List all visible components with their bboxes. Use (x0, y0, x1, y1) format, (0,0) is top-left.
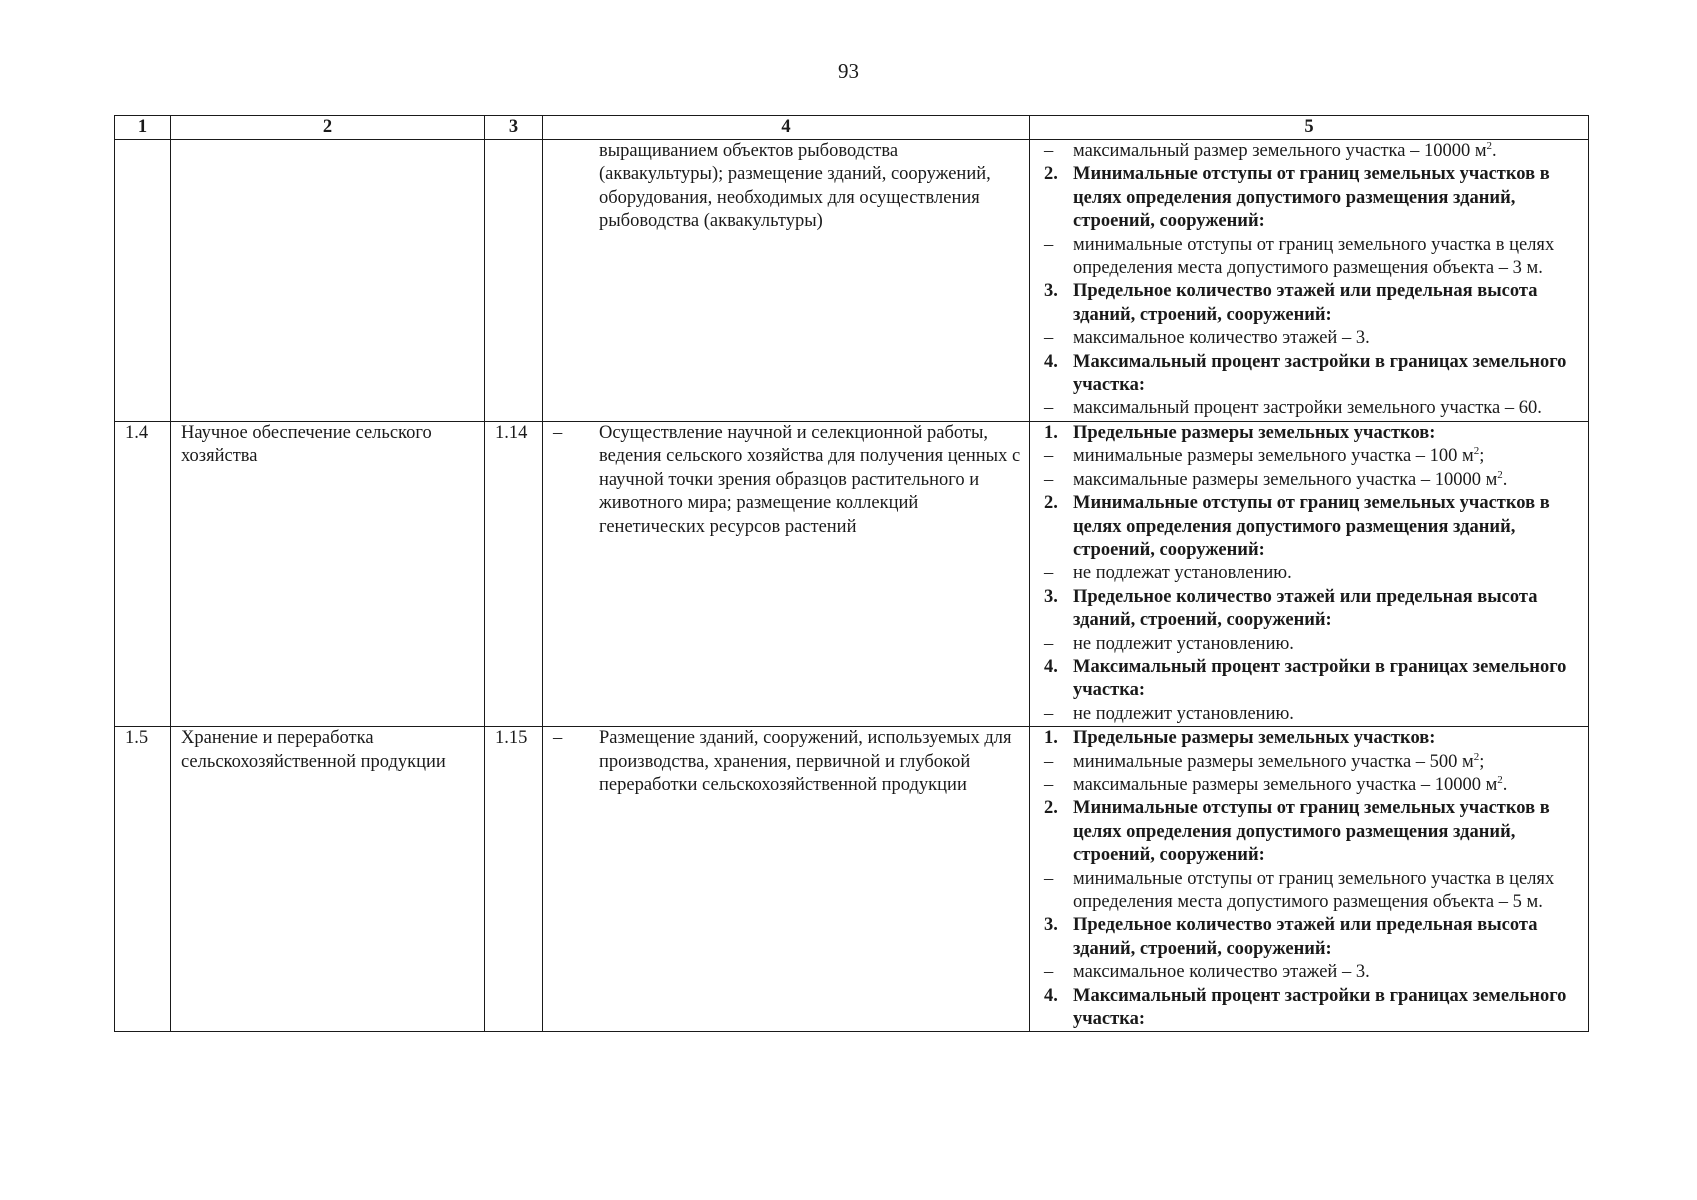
param-heading (1040, 656, 1583, 703)
dash-marker: – (1044, 563, 1054, 584)
superscript: 2 (1497, 773, 1503, 786)
dash-marker: – (1044, 234, 1054, 255)
param-item (1040, 140, 1583, 163)
param-text-main: не подлежит установлению. (1073, 633, 1294, 654)
param-text-main: Минимальные отступы от границ земельных участков в целях определения допустимого размещения зданий, строений, сооружений: (1073, 798, 1550, 866)
cell-name (171, 140, 485, 422)
param-heading (1040, 422, 1583, 445)
param-item (1040, 868, 1583, 915)
param-text-main: минимальные размеры земельного участка – 500 м (1073, 751, 1474, 772)
column-header-4: 4 (543, 116, 1030, 140)
param-text-main: Предельное количество этажей или предельная высота зданий, строений, сооружений: (1073, 281, 1538, 325)
cell-code: 1.5 (115, 727, 171, 1032)
param-text (1073, 492, 1583, 562)
param-text-tail: . (1492, 141, 1497, 161)
param-number: 3. (1044, 915, 1058, 936)
dash-marker: – (553, 728, 563, 749)
page-number: 93 (838, 59, 859, 83)
param-text (1073, 961, 1583, 984)
param-text-main: Минимальные отступы от границ земельных участков в целях определения допустимого размещения зданий, строений, сооружений: (1073, 164, 1550, 232)
cell-num: 1.14 (485, 421, 543, 726)
param-text-main: минимальные отступы от границ земельного участка в целях определения места допустимого размещения объекта – 5 м. (1073, 868, 1555, 912)
param-text-tail: ; (1479, 446, 1485, 467)
dash-marker: – (1044, 774, 1054, 795)
description-text: Осуществление научной и селекционной работы, ведения сельского хозяйства для получения ценных с научной точки зрения образцов растительного и животного мира; размещение коллекций генетических ресурсов растений (599, 422, 1021, 537)
param-heading (1040, 280, 1583, 327)
superscript: 2 (1473, 445, 1480, 458)
param-text-main: Предельное количество этажей или предельная высота зданий, строений, сооружений: (1073, 586, 1538, 631)
dash-marker: – (1044, 751, 1054, 772)
param-text (1073, 445, 1583, 468)
param-number: 3. (1044, 281, 1058, 302)
param-text-main: максимальные размеры земельного участка – 10000 м (1073, 774, 1498, 795)
column-header-1: 1 (115, 116, 171, 140)
cell-params (1030, 727, 1589, 1032)
param-text-main: не подлежат установлению. (1073, 563, 1292, 584)
param-text-main: Предельные размеры земельных участков: (1073, 728, 1436, 749)
description-text: выращиванием объектов рыбоводства (аквакультуры); размещение зданий, сооружений, оборудования, необходимых для осуществления рыбоводства (аквакультуры) (599, 141, 991, 232)
cell-params (1030, 140, 1589, 422)
param-text-tail: . (1502, 469, 1508, 490)
param-text-main: максимальное количество этажей – 3. (1073, 328, 1370, 349)
cell-num: 1.15 (485, 727, 543, 1032)
param-heading (1040, 351, 1583, 398)
param-text (1073, 280, 1583, 327)
dash-marker: – (1044, 469, 1054, 490)
param-text (1073, 469, 1583, 492)
param-item (1040, 397, 1583, 420)
cell-num (485, 140, 543, 422)
param-text-main: Максимальный процент застройки в границах земельного участка: (1073, 656, 1567, 701)
cell-params (1030, 421, 1589, 726)
param-text (1073, 633, 1583, 656)
param-text-tail: ; (1479, 751, 1485, 772)
description-text: Размещение зданий, сооружений, используемых для производства, хранения, первичной и глубокой переработки сельскохозяйственной продукции (599, 728, 1012, 795)
param-text (1073, 351, 1583, 398)
param-text-main: максимальный процент застройки земельного участка – 60. (1073, 398, 1542, 419)
param-item (1040, 445, 1583, 468)
param-text (1073, 914, 1583, 961)
param-number: 3. (1044, 586, 1058, 607)
cell-code: 1.4 (115, 421, 171, 726)
param-text (1073, 586, 1583, 633)
param-text-main: минимальные размеры земельного участка – 100 м (1073, 446, 1474, 467)
param-text (1073, 868, 1583, 915)
param-text-main: Предельное количество этажей или предельная высота зданий, строений, сооружений: (1073, 915, 1538, 959)
param-text (1073, 562, 1583, 585)
param-text-main: Минимальные отступы от границ земельных участков в целях определения допустимого размещения зданий, строений, сооружений: (1073, 493, 1550, 560)
param-number: 2. (1044, 164, 1058, 185)
param-text-main: Максимальный процент застройки в границах земельного участка: (1073, 985, 1567, 1030)
param-number: 2. (1044, 493, 1058, 514)
table-row-continuation (115, 140, 1589, 422)
description-item (553, 727, 1024, 797)
param-item (1040, 961, 1583, 984)
param-item (1040, 751, 1583, 774)
dash-marker: – (553, 422, 563, 443)
param-text (1073, 140, 1583, 163)
dash-marker: – (1044, 868, 1054, 889)
param-number: 4. (1044, 351, 1058, 372)
cell-name: Научное обеспечение сельского хозяйства (171, 421, 485, 726)
dash-marker: – (1044, 703, 1054, 724)
param-text (1073, 727, 1583, 750)
param-item (1040, 703, 1583, 726)
param-item (1040, 562, 1583, 585)
param-text (1073, 774, 1583, 797)
dash-marker: – (1044, 633, 1054, 654)
dash-marker: – (1044, 398, 1054, 419)
param-text-main: максимальные размеры земельного участка – 10000 м (1073, 469, 1498, 490)
param-text-main: минимальные отступы от границ земельного участка в целях определения места допустимого размещения объекта – 3 м. (1073, 234, 1555, 279)
param-item (1040, 327, 1583, 350)
param-text-main: максимальное количество этажей – 3. (1073, 962, 1370, 983)
param-text-main: Предельные размеры земельных участков: (1073, 422, 1436, 443)
param-number: 2. (1044, 798, 1058, 819)
table-row (115, 727, 1589, 1032)
param-item (1040, 633, 1583, 656)
param-text (1073, 656, 1583, 703)
dash-marker: – (1044, 446, 1054, 467)
column-header-3: 3 (485, 116, 543, 140)
param-text (1073, 397, 1583, 420)
param-number: 1. (1044, 422, 1058, 443)
param-number: 4. (1044, 985, 1058, 1006)
dash-marker: – (1044, 962, 1054, 983)
param-heading (1040, 163, 1583, 233)
table-header-row (115, 116, 1589, 140)
param-text-main: максимальный размер земельного участка – 10000 м (1073, 141, 1487, 161)
column-header-5: 5 (1030, 116, 1589, 140)
cell-description (543, 421, 1030, 726)
cell-code (115, 140, 171, 422)
param-heading (1040, 727, 1583, 750)
dash-marker: – (1044, 328, 1054, 349)
param-text (1073, 422, 1583, 445)
cell-description (543, 727, 1030, 1032)
description-item (553, 422, 1024, 539)
param-text-main: Максимальный процент застройки в границах земельного участка: (1073, 351, 1567, 396)
land-use-table (114, 115, 1589, 1032)
param-text-main: не подлежит установлению. (1073, 703, 1294, 724)
param-item (1040, 234, 1583, 281)
superscript: 2 (1486, 140, 1493, 152)
param-text (1073, 797, 1583, 867)
cell-name: Хранение и переработка сельскохозяйственной продукции (171, 727, 485, 1032)
cell-description (543, 140, 1030, 422)
param-text-tail: . (1502, 774, 1508, 795)
param-text (1073, 234, 1583, 281)
param-heading (1040, 586, 1583, 633)
superscript: 2 (1497, 468, 1503, 481)
param-text (1073, 327, 1583, 350)
param-text (1073, 985, 1583, 1032)
param-text (1073, 751, 1583, 774)
superscript: 2 (1473, 750, 1480, 763)
param-heading (1040, 797, 1583, 867)
param-number: 1. (1044, 728, 1058, 749)
param-number: 4. (1044, 656, 1058, 677)
param-item (1040, 469, 1583, 492)
param-heading (1040, 492, 1583, 562)
dash-marker: – (1044, 141, 1054, 161)
param-heading (1040, 985, 1583, 1032)
param-text (1073, 703, 1583, 726)
param-item (1040, 774, 1583, 797)
param-heading (1040, 914, 1583, 961)
column-header-2: 2 (171, 116, 485, 140)
table-row (115, 421, 1589, 726)
param-text (1073, 163, 1583, 233)
